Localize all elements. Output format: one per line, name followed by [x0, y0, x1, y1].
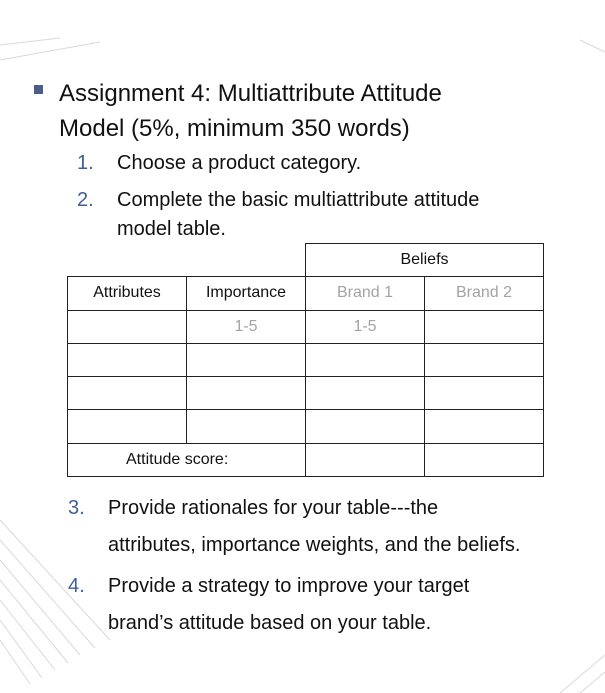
column-header-importance: Importance — [187, 277, 306, 310]
title-text: Assignment 4: Multiattribute Attitude Model (5%, minimum 350 words) — [59, 80, 442, 142]
column-header-brand-2: Brand 2 — [425, 277, 544, 310]
table-cell — [306, 410, 425, 443]
table-row — [68, 410, 544, 443]
list-number: 2. — [77, 189, 94, 211]
table-row — [68, 310, 544, 343]
square-bullet-icon — [34, 85, 43, 94]
table-cell — [306, 377, 425, 410]
empty-cell — [187, 244, 306, 277]
table-row — [68, 443, 544, 476]
table-row — [68, 343, 544, 376]
table-cell — [306, 443, 425, 476]
table-cell — [187, 343, 306, 376]
table-cell — [68, 343, 187, 376]
list-text: Provide rationales for your table---the attributes, importance weights, and the beliefs. — [108, 497, 521, 556]
empty-cell — [68, 244, 187, 277]
importance-scale-cell: 1-5 — [187, 310, 306, 343]
list-number: 3. — [68, 497, 85, 519]
table-cell — [187, 410, 306, 443]
table-row — [68, 244, 544, 277]
table-cell — [425, 343, 544, 376]
table-cell — [68, 377, 187, 410]
attitude-score-label: Attitude score: — [68, 443, 306, 476]
brand-1-scale-cell: 1-5 — [306, 310, 425, 343]
table-cell — [425, 377, 544, 410]
list-text: Choose a product category. — [117, 152, 362, 174]
column-header-brand-1: Brand 1 — [306, 277, 425, 310]
beliefs-header: Beliefs — [306, 244, 544, 277]
column-header-attributes: Attributes — [68, 277, 187, 310]
table-cell — [68, 410, 187, 443]
list-text: Provide a strategy to improve your target brand’s attitude based on your table. — [108, 575, 470, 634]
table-cell — [425, 410, 544, 443]
table-cell — [425, 310, 544, 343]
table-row — [68, 377, 544, 410]
list-item — [77, 149, 577, 178]
table-cell — [187, 377, 306, 410]
table-cell — [425, 443, 544, 476]
list-number: 1. — [77, 152, 94, 174]
list-item — [68, 568, 598, 642]
list-item — [77, 186, 577, 244]
table-cell — [306, 343, 425, 376]
list-item — [68, 490, 598, 564]
list-number: 4. — [68, 575, 85, 597]
table-header-row — [68, 277, 544, 310]
attitude-model-table — [67, 243, 544, 477]
slide-title — [34, 76, 574, 146]
table-cell — [68, 310, 187, 343]
list-text: Complete the basic multiattribute attitude model table. — [117, 189, 480, 240]
